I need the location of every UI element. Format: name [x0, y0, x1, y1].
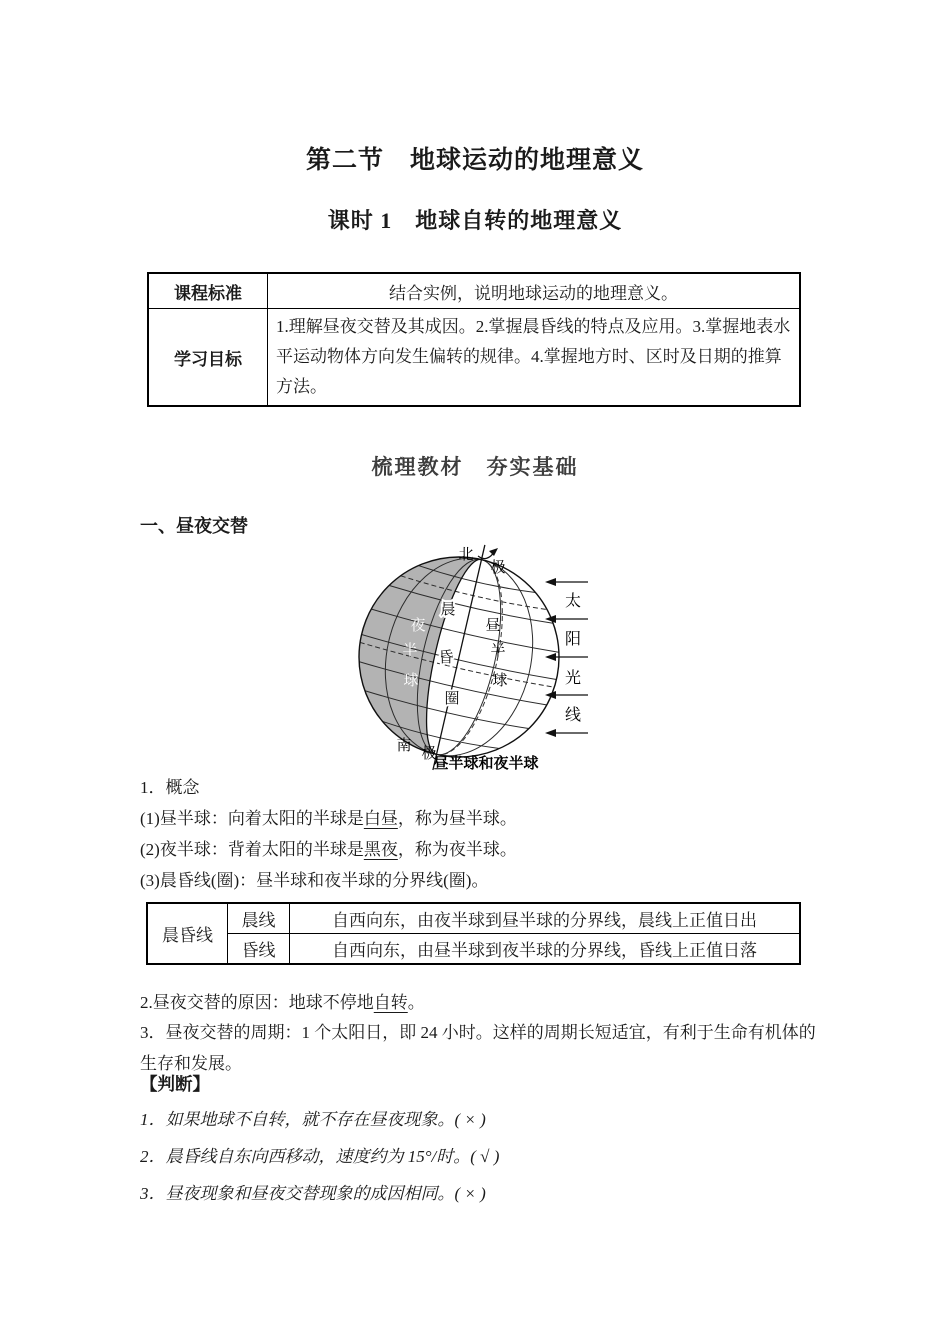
- section-banner: 梳理教材 夯实基础: [371, 456, 579, 479]
- morning-line-desc: 自西向东，由夜半球到昼半球的分界线，晨线上正值日出: [290, 903, 801, 934]
- sunlight-label-3: 光: [564, 670, 582, 687]
- globe-grid: [340, 537, 582, 782]
- blank-answer: 自转: [373, 993, 408, 1012]
- learning-goal-label: 学习目标: [148, 309, 268, 407]
- table-row: [147, 903, 800, 934]
- terminator-header-cell: 晨昏线: [147, 903, 228, 964]
- terminator-table: [146, 902, 801, 965]
- judgment-list: [140, 1101, 840, 1212]
- blank-answer: 白昼: [363, 809, 398, 828]
- judgment-heading: 【判断】: [140, 1074, 210, 1094]
- day-night-diagram: [340, 537, 610, 782]
- dusk-line-cell: 昏线: [228, 934, 290, 965]
- blank-answer: 黑夜: [363, 840, 398, 859]
- learning-goal-content: 1.理解昼夜交替及其成因。2.掌握晨昏线的特点及应用。3.掌握地表水平运动物体方向发生偏转的规律。4.掌握地方时、区时及日期的推算方法。: [268, 309, 801, 407]
- judgment-item-3: 3．昼夜现象和昼夜交替现象的成因相同。( × ): [140, 1184, 486, 1203]
- terminator-label-2: 昏: [438, 650, 454, 666]
- section-heading: 一、昼夜交替: [140, 516, 248, 536]
- table-row: [148, 309, 800, 407]
- south-pole-label-1: 南: [396, 738, 412, 754]
- south-pole-label-2: 极: [421, 746, 437, 762]
- course-standard-content: 结合实例，说明地球运动的地理意义。: [268, 273, 801, 309]
- point-2: 2.昼夜交替的原因：地球不停地自转。: [140, 993, 425, 1012]
- page-title: 第二节 地球运动的地理意义: [305, 146, 644, 174]
- standards-objectives-table: [147, 272, 801, 407]
- table-row: [148, 273, 800, 309]
- course-standard-label: 课程标准: [148, 273, 268, 309]
- terminator-label-3: 圈: [444, 691, 460, 707]
- day-label-2: 半: [490, 643, 506, 659]
- rotation-arrowhead-icon: [489, 548, 498, 556]
- concept-block: [140, 772, 820, 896]
- day-label-1: 昼: [485, 618, 501, 634]
- north-pole-label-1: 北: [458, 547, 474, 563]
- sunlight-label-2: 阳: [564, 631, 582, 648]
- night-label-2: 半: [402, 643, 418, 659]
- judgment-item-1: 1．如果地球不自转，就不存在昼夜现象。( × ): [140, 1110, 486, 1129]
- table-row: [147, 934, 800, 965]
- concept-item-1: (1)昼半球：向着太阳的半球是白昼，称为昼半球。: [140, 809, 517, 828]
- morning-line-cell: 晨线: [228, 903, 290, 934]
- concept-item-2: (2)夜半球：背着太阳的半球是黑夜，称为夜半球。: [140, 840, 517, 859]
- day-label-3: 球: [492, 673, 508, 689]
- dusk-line-desc: 自西向东，由昼半球到夜半球的分界线，昏线上正值日落: [290, 934, 801, 965]
- sun-ray-arrowheads: [545, 578, 556, 737]
- diagram-caption: 昼半球和夜半球: [433, 756, 539, 772]
- point-3: 3．昼夜交替的周期：1 个太阳日，即 24 小时。这样的周期长短适宜，有利于生命有机体的生存和发展。: [140, 1023, 816, 1073]
- judgment-item-2: 2．晨昏线自东向西移动，速度约为 15°/时。( √ ): [140, 1147, 500, 1166]
- page-subtitle: 课时 1 地球自转的地理意义: [327, 208, 623, 233]
- north-pole-label-2: 极: [490, 560, 506, 576]
- sunlight-label-4: 线: [564, 707, 582, 724]
- terminator-label-1: 晨: [440, 602, 456, 618]
- concept-item-3: (3)晨昏线(圈)：昼半球和夜半球的分界线(圈)。: [140, 871, 489, 890]
- night-label-3: 球: [403, 673, 419, 689]
- night-label-1: 夜: [410, 618, 426, 634]
- sunlight-label-1: 太: [564, 593, 582, 610]
- concept-heading: 1．概念: [140, 778, 200, 797]
